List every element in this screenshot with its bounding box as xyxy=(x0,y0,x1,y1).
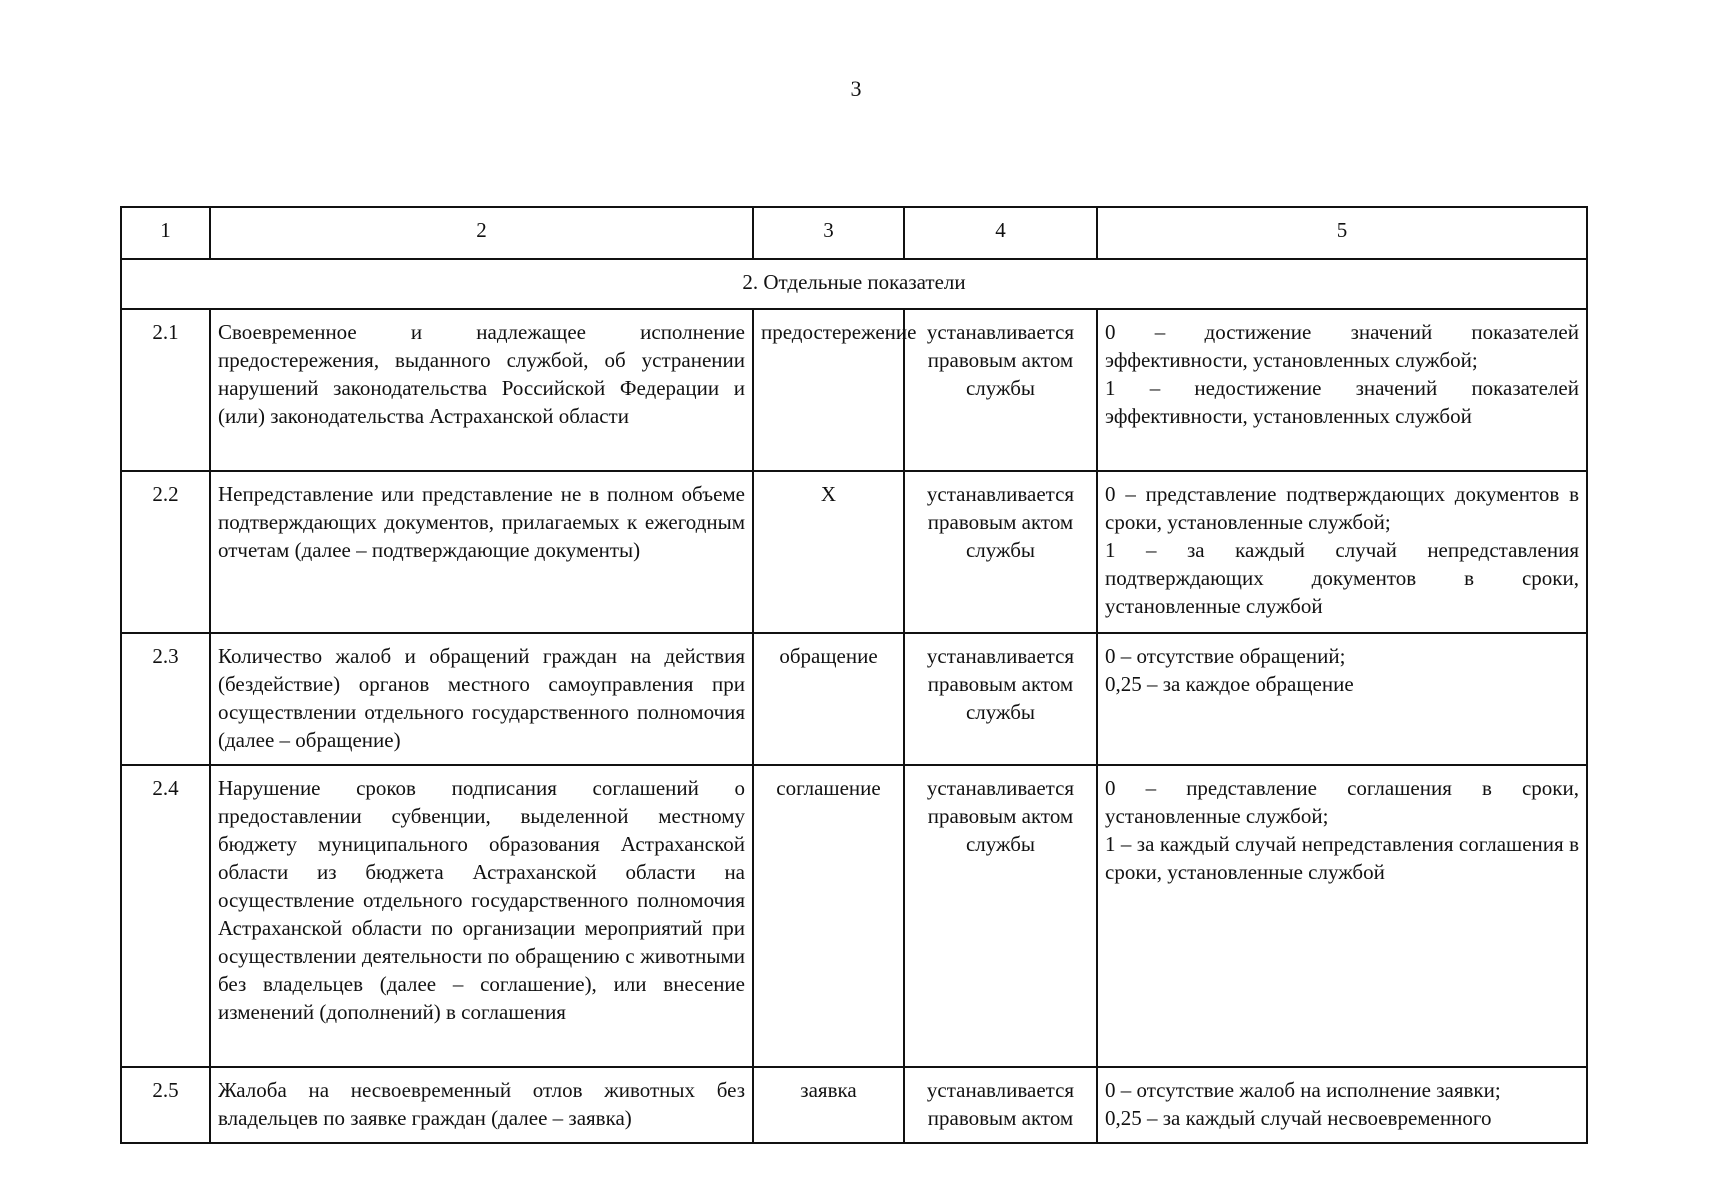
scoring-line: 0 – достижение значений показателей эффективности, установленных службой; xyxy=(1105,320,1579,372)
measurement-unit: обращение xyxy=(753,633,904,765)
indicator-description: Нарушение сроков подписания соглашений о предоставлении субвенции, выделенной местному бюджету муниципального образования Астраханской области из бюджета Астраханской области на осуществление отдельного государственного полномочия Астраханской области по организации мероприятий при осуществлении деятельности по обращению с животными без владельцев (далее – соглашение), или внесение изменений (дополнений) в соглашения xyxy=(210,765,753,1067)
scoring-line: 0,25 – за каждое обращение xyxy=(1105,672,1354,696)
row-number: 2.3 xyxy=(121,633,210,765)
section-title: 2. Отдельные показатели xyxy=(121,259,1587,309)
scoring-line: 0 – представление подтверждающих документов в сроки, установленные службой; xyxy=(1105,482,1579,534)
table-row xyxy=(121,765,1587,1067)
scoring-scale xyxy=(1097,765,1587,1067)
scoring-line: 1 – недостижение значений показателей эффективности, установленных службой xyxy=(1105,376,1579,428)
scoring-line: 0 – отсутствие обращений; xyxy=(1105,644,1346,668)
table-row xyxy=(121,633,1587,765)
column-number: 4 xyxy=(904,207,1097,259)
calculation-method: устанавливается правовым актом службы xyxy=(904,633,1097,765)
page-number: 3 xyxy=(850,76,862,101)
indicator-description: Количество жалоб и обращений граждан на действия (бездействие) органов местного самоуправления при осуществлении отдельного государственного полномочия (далее – обращение) xyxy=(210,633,753,765)
scoring-line: 1 – за каждый случай непредставления соглашения в сроки, установленные службой xyxy=(1105,832,1579,884)
scoring-scale xyxy=(1097,1067,1587,1143)
indicator-description: Своевременное и надлежащее исполнение предостережения, выданного службой, об устранении нарушений законодательства Российской Федерации и (или) законодательства Астраханской области xyxy=(210,309,753,471)
column-number: 2 xyxy=(210,207,753,259)
scoring-line: 0,25 – за каждый случай несвоевременного xyxy=(1105,1106,1492,1130)
measurement-unit: заявка xyxy=(753,1067,904,1143)
calculation-method: устанавливается правовым актом службы xyxy=(904,765,1097,1067)
column-number: 5 xyxy=(1097,207,1587,259)
calculation-method: устанавливается правовым актом службы xyxy=(904,471,1097,633)
column-number-row xyxy=(121,207,1587,259)
column-number: 1 xyxy=(121,207,210,259)
scoring-scale xyxy=(1097,633,1587,765)
row-number: 2.2 xyxy=(121,471,210,633)
calculation-method: устанавливается правовым актом службы xyxy=(904,309,1097,471)
row-number: 2.5 xyxy=(121,1067,210,1143)
scoring-scale xyxy=(1097,309,1587,471)
measurement-unit: соглашение xyxy=(753,765,904,1067)
scoring-line: 1 – за каждый случай непредставления подтверждающих документов в сроки, установленные службой xyxy=(1105,538,1579,618)
measurement-unit: предостережение xyxy=(753,309,904,471)
row-number: 2.4 xyxy=(121,765,210,1067)
table-row xyxy=(121,471,1587,633)
scoring-scale xyxy=(1097,471,1587,633)
indicators-table xyxy=(120,206,1588,1144)
indicator-description: Непредставление или представление не в полном объеме подтверждающих документов, прилагаемых к ежегодным отчетам (далее – подтверждающие документы) xyxy=(210,471,753,633)
calculation-method: устанавливается правовым актом xyxy=(904,1067,1097,1143)
table-row xyxy=(121,1067,1587,1143)
column-number: 3 xyxy=(753,207,904,259)
scoring-line: 0 – отсутствие жалоб на исполнение заявки; xyxy=(1105,1078,1501,1102)
measurement-unit: Х xyxy=(753,471,904,633)
scoring-line: 0 – представление соглашения в сроки, установленные службой; xyxy=(1105,776,1579,828)
indicator-description: Жалоба на несвоевременный отлов животных без владельцев по заявке граждан (далее – заявка) xyxy=(210,1067,753,1143)
section-heading-row xyxy=(121,259,1587,309)
row-number: 2.1 xyxy=(121,309,210,471)
table-row xyxy=(121,309,1587,471)
